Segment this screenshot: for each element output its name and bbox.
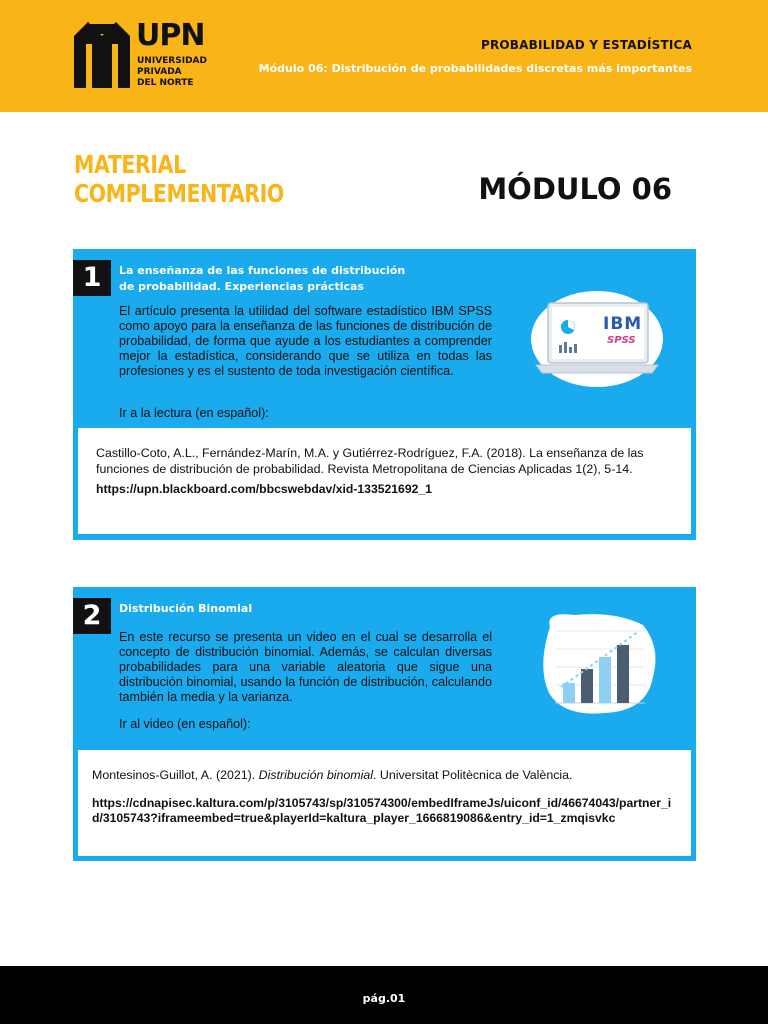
upn-arrow-logo-icon — [74, 22, 130, 88]
resource-description: En este recurso se presenta un video en el cual se desarrolla el concepto de distribución binomial. Además, se calculan diversas probabilidades para una variable aleatoria que sigue una distribución binomial, usando la función de distribución, calculando también la media y la varianza. — [119, 630, 492, 704]
page-number: pág.01 — [362, 992, 406, 1005]
reference-box — [78, 750, 691, 856]
reference-work-title: Distribución binomial — [258, 768, 373, 782]
laptop-ibm-spss-icon — [528, 287, 666, 389]
material-complementario-title — [74, 150, 287, 208]
resource-link-label: Ir al video (en español): — [119, 717, 251, 731]
upn-logo — [74, 18, 214, 92]
reference-publisher: . Universitat Politècnica de València. — [373, 768, 573, 782]
resource-title-line: La enseñanza de las funciones de distribución — [119, 264, 406, 277]
resource-title — [119, 263, 479, 295]
reference-citation: Castillo-Coto, A.L., Fernández-Marín, M.A. y Gutiérrez-Rodríguez, F.A. (2018). La enseñanza de las funciones de distribución de probabilidad. Revista Metropolitana de Ciencias Aplicadas 1(2), 5-14. — [96, 446, 644, 476]
bar-chart-growth-icon — [535, 607, 660, 719]
logo-subtitle — [137, 56, 207, 89]
logo-sub-line: DEL NORTE — [137, 78, 194, 88]
resource-title-line: Distribución Binomial — [119, 602, 253, 615]
logo-sub-line: PRIVADA — [137, 67, 182, 77]
resource-title-line: de probabilidad. Experiencias prácticas — [119, 280, 364, 293]
material-title-line: MATERIAL — [74, 150, 186, 179]
resource-link-label: Ir a la lectura (en español): — [119, 406, 269, 420]
module-subtitle: Módulo 06: Distribución de probabilidades discretas más importantes — [258, 62, 692, 75]
material-title-line: COMPLEMENTARIO — [74, 179, 284, 208]
reference-citation — [92, 768, 677, 784]
module-title: MÓDULO 06 — [478, 172, 672, 206]
logo-sub-line: UNIVERSIDAD — [137, 56, 207, 66]
resource-number: 2 — [73, 598, 111, 634]
page-footer — [0, 966, 768, 1024]
resource-card-1 — [73, 249, 696, 540]
reference-box — [78, 428, 691, 534]
resource-number: 1 — [73, 260, 111, 296]
resource-card-2 — [73, 587, 696, 861]
course-title: PROBABILIDAD Y ESTADÍSTICA — [480, 38, 692, 52]
reference-authors: Montesinos-Guillot, A. (2021). — [92, 768, 259, 782]
video-link[interactable]: https://cdnapisec.kaltura.com/p/3105743/sp/310574300/embedIframeJs/uiconf_id/46674043/partner_id/3105743?iframeembed=true&playerId=kaltura_player_1666819086&entry_id=1_zmqisvkc — [92, 795, 672, 825]
logo-name: UPN — [136, 18, 205, 53]
reading-link[interactable]: https://upn.blackboard.com/bbcswebdav/xid-133521692_1 — [96, 482, 432, 496]
resource-description: El artículo presenta la utilidad del software estadístico IBM SPSS como apoyo para la enseñanza de las funciones de distribución de probabilidad, de forma que ayude a los estudiantes a comprender mejor la estadística, considerando que se utiliza en todas las profesiones y es el sustento de toda investigación científica. — [119, 304, 492, 378]
spss-logo-text: SPSS — [607, 335, 636, 346]
resource-title — [119, 601, 479, 617]
page-header — [0, 0, 768, 112]
ibm-logo-text: IBM — [603, 314, 643, 334]
